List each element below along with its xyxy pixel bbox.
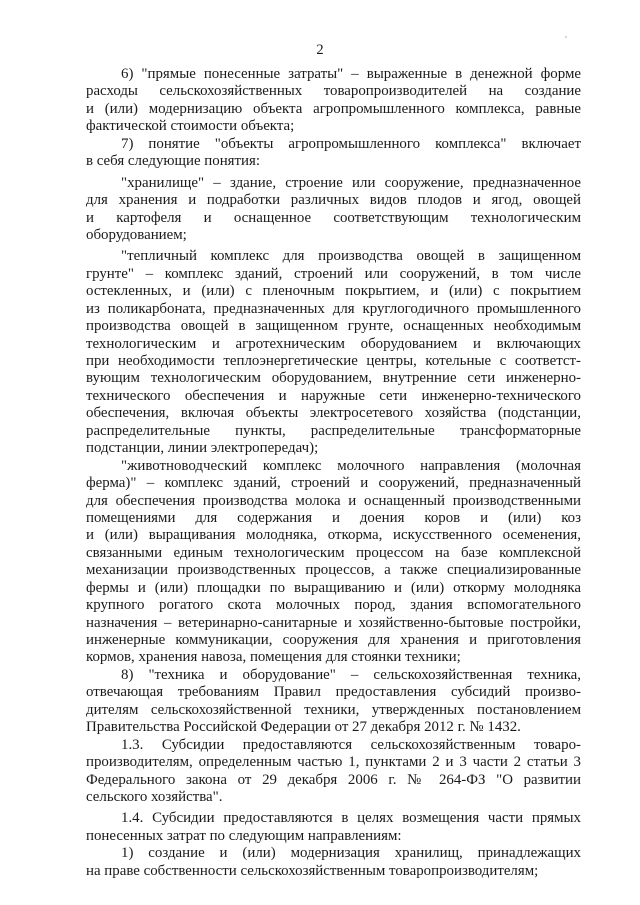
text-line: фактической стоимости объекта; bbox=[86, 118, 295, 135]
text-line: на праве собственности сельскохозяйственным товаропроизводителям; bbox=[86, 862, 539, 879]
text-line: сельского хозяйства". bbox=[86, 788, 223, 805]
text-line: и (или) выращивания молодняка, откорма, искусственного осеменения, bbox=[86, 527, 581, 544]
text-line: "хранилище" – здание, строение или сооружение, предназначенное bbox=[121, 174, 581, 191]
text-line: и картофеля и оснащенное соответствующим технологическим bbox=[86, 209, 581, 226]
text-line: связанными единым технологическим процессом на базе комплексной bbox=[86, 544, 581, 561]
text-line: фермы и (или) площадки по выращиванию и (или) откорму молодняка bbox=[86, 579, 581, 596]
text-line: технического обеспечения и наружные сети инженерно-технического bbox=[86, 387, 581, 404]
text-line: производителям, определенным частью 1, пунктами 2 и 3 части 2 статьи 3 bbox=[86, 754, 581, 771]
text-line: кормов, хранения навоза, помещения для стоянки техники; bbox=[86, 649, 461, 666]
text-line: 7) понятие "объекты агропромышленного комплекса" включает bbox=[121, 135, 581, 152]
text-line: "животноводческий комплекс молочного направления (молочная bbox=[121, 457, 581, 474]
text-line: для хранения и подработки различных видов плодов и ягод, овощей bbox=[86, 192, 581, 209]
text-line: технологическим и агротехническим оборудованием и включающих bbox=[86, 335, 581, 352]
text-line: при необходимости теплоэнергетические центры, котельные с соответст- bbox=[86, 353, 581, 369]
text-line: для обеспечения производства молока и оснащенный производственными bbox=[86, 492, 581, 509]
text-line: механизации производственных процессов, а также специализированные bbox=[86, 562, 581, 579]
text-line: 1.4. Субсидии предоставляются в целях возмещения части прямых bbox=[121, 810, 581, 827]
text-line: расходы сельскохозяйственных товаропроизводителей на создание bbox=[86, 83, 581, 100]
text-line: понесенных затрат по следующим направлениям: bbox=[86, 827, 402, 844]
text-line: остекленных, и (или) с пленочным покрытием, и (или) с покрытием bbox=[86, 283, 581, 300]
text-line: в себя следующие понятия: bbox=[86, 153, 260, 170]
text-line: из поликарбоната, предназначенных для круглогодичного промышленного bbox=[86, 300, 581, 317]
text-line: вующим технологическим оборудованием, внутренние сети инженерно- bbox=[86, 370, 581, 387]
page-number: 2 bbox=[316, 42, 324, 58]
text-line: ферма)" – комплекс зданий, строений и сооружений, предназначенный bbox=[86, 475, 581, 492]
text-line: грунте" – комплекс зданий, строений или сооружений, в том числе bbox=[86, 265, 581, 282]
text-line: подстанции, линии электропередач); bbox=[86, 440, 319, 457]
text-line: производства овощей в защищенном грунте, оснащенных необходимым bbox=[86, 318, 581, 335]
text-line: инженерные коммуникации, сооружения для хранения и приготовления bbox=[86, 632, 581, 648]
text-line: дителям сельскохозяйственной техники, утвержденных постановлением bbox=[86, 701, 581, 718]
text-line: "тепличный комплекс для производства овощей в защищенном bbox=[121, 248, 581, 265]
text-line: 6) "прямые понесенные затраты" – выраженные в денежной форме bbox=[121, 66, 581, 82]
text-line: 1.3. Субсидии предоставляются сельскохозяйственным товаро- bbox=[121, 736, 581, 753]
text-line: обеспечения, включая объекты электросетевого хозяйства (подстанции, bbox=[86, 405, 581, 422]
text-line: оборудованием; bbox=[86, 226, 187, 243]
text-line: распределительные пункты, распределительные трансформаторные bbox=[86, 422, 581, 439]
text-line: назначения – ветеринарно-санитарные и хозяйственно-бытовые постройки, bbox=[86, 614, 581, 631]
text-line: Правительства Российской Федерации от 27 декабря 2012 г. № 1432. bbox=[86, 719, 521, 736]
text-line: помещениями для содержания и доения коров и (или) коз bbox=[86, 509, 581, 526]
text-line: 8) "техника и оборудование" – сельскохозяйственная техника, bbox=[121, 666, 581, 683]
text-line: крупного рогатого скота молочных пород, здания вспомогательного bbox=[86, 597, 581, 614]
text-line: и (или) модернизацию объекта агропромышленного комплекса, равные bbox=[86, 100, 581, 117]
scan-speck bbox=[565, 36, 567, 38]
text-line: Федерального закона от 29 декабря 2006 г. № 264-ФЗ "О развитии bbox=[86, 771, 581, 788]
document-body bbox=[86, 66, 581, 880]
text-line: 1) создание и (или) модернизация хранилищ, принадлежащих bbox=[121, 845, 581, 862]
text-line: отвечающая требованиям Правил предоставления субсидий произво- bbox=[86, 684, 581, 701]
